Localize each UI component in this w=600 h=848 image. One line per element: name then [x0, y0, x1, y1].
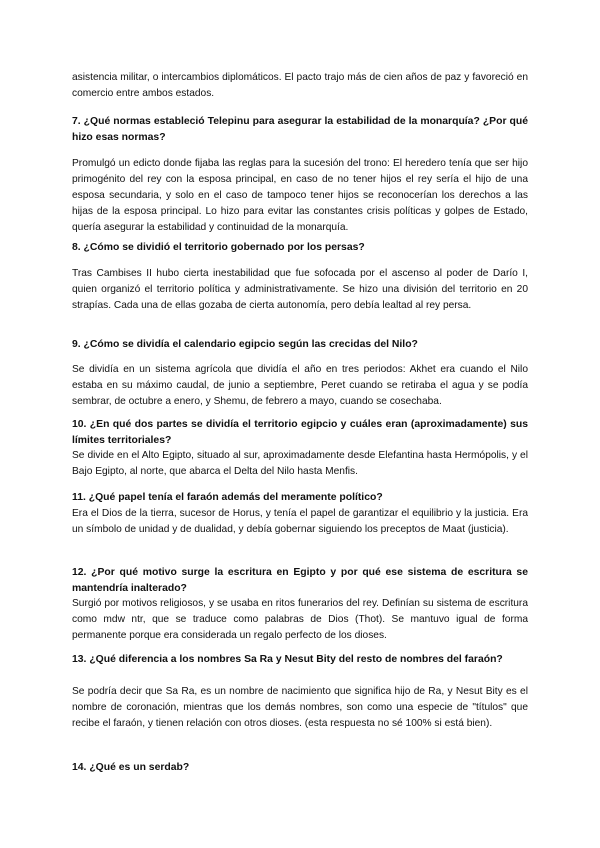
answer-13: Se podría decir que Sa Ra, es un nombre de nacimiento que significa hijo de Ra, y Nesut Bity es el nombre de coronación, mientras que los demás nombres, son como una especie de "títulos" que recibe el faraón, y tienen relación con otros dioses. (esta respuesta no sé 100% si está bien). [72, 686, 528, 729]
question-10: 10. ¿En qué dos partes se dividía el territorio egipcio y cuáles eran (aproximadamente) sus límites territoriales? [72, 419, 528, 446]
question-11: 11. ¿Qué papel tenía el faraón además del meramente político? [72, 492, 383, 503]
question-8: 8. ¿Cómo se dividió el territorio gobernado por los persas? [72, 242, 365, 253]
answer-12: Surgió por motivos religiosos, y se usaba en ritos funerarios del rey. Definían su sistema de escritura como mdw ntr, que se traduce como palabras de Dios (Thot). Se mantuvo igual de forma permanente porque era considerada un regalo perfecto de los dioses. [72, 598, 528, 641]
question-7: 7. ¿Qué normas estableció Telepinu para asegurar la estabilidad de la monarquía? ¿Por qué hizo esas normas? [72, 116, 528, 143]
answer-11: Era el Dios de la tierra, sucesor de Horus, y tenía el papel de garantizar el equilibrio y la justicia. Era un símbolo de unidad y de dualidad, y debía gobernar siguiendo los preceptos de Maat (justicia). [72, 508, 528, 535]
answer-8: Tras Cambises II hubo cierta inestabilidad que fue sofocada por el ascenso al poder de Darío I, quien organizó el territorio política y administrativamente. Se hizo una división del territorio en 20 strapías. Cada una de ellas gozaba de cierta autonomía, pero debía lealtad al rey persa. [72, 268, 528, 311]
intro-paragraph: asistencia militar, o intercambios diplomáticos. El pacto trajo más de cien años de paz y favoreció en comercio entre ambos estados. [72, 72, 528, 99]
question-13: 13. ¿Qué diferencia a los nombres Sa Ra y Nesut Bity del resto de nombres del faraón? [72, 654, 503, 665]
answer-10: Se divide en el Alto Egipto, situado al sur, aproximadamente desde Elefantina hasta Hermópolis, y el Bajo Egipto, al norte, que abarca el Delta del Nilo hasta Menfis. [72, 450, 528, 477]
question-9: 9. ¿Cómo se dividía el calendario egipcio según las crecidas del Nilo? [72, 339, 418, 350]
question-14: 14. ¿Qué es un serdab? [72, 762, 190, 773]
answer-7: Promulgó un edicto donde fijaba las reglas para la sucesión del trono: El heredero tenía que ser hijo primogénito del rey con la esposa principal, en caso de no tener hijos el rey sería el hijo de una esposa secundaria, y solo en el caso de tampoco tener hijos se reconocerían los derechos a las hijas de la esposa principal. Lo hizo para evitar las constantes crisis políticas y golpes de Estado, quería asegurar la estabilidad y continuidad de la monarquía. [72, 158, 528, 233]
answer-9: Se dividía en un sistema agrícola que dividía el año en tres periodos: Akhet era cuando el Nilo estaba en su máximo caudal, de junio a septiembre, Peret cuando se retiraba el agua y se podía sembrar, de octubre a enero, y Shemu, de febrero a mayo, cuando se cosechaba. [72, 364, 528, 407]
question-12: 12. ¿Por qué motivo surge la escritura en Egipto y por qué ese sistema de escritura se mantendría inalterado? [72, 567, 528, 594]
